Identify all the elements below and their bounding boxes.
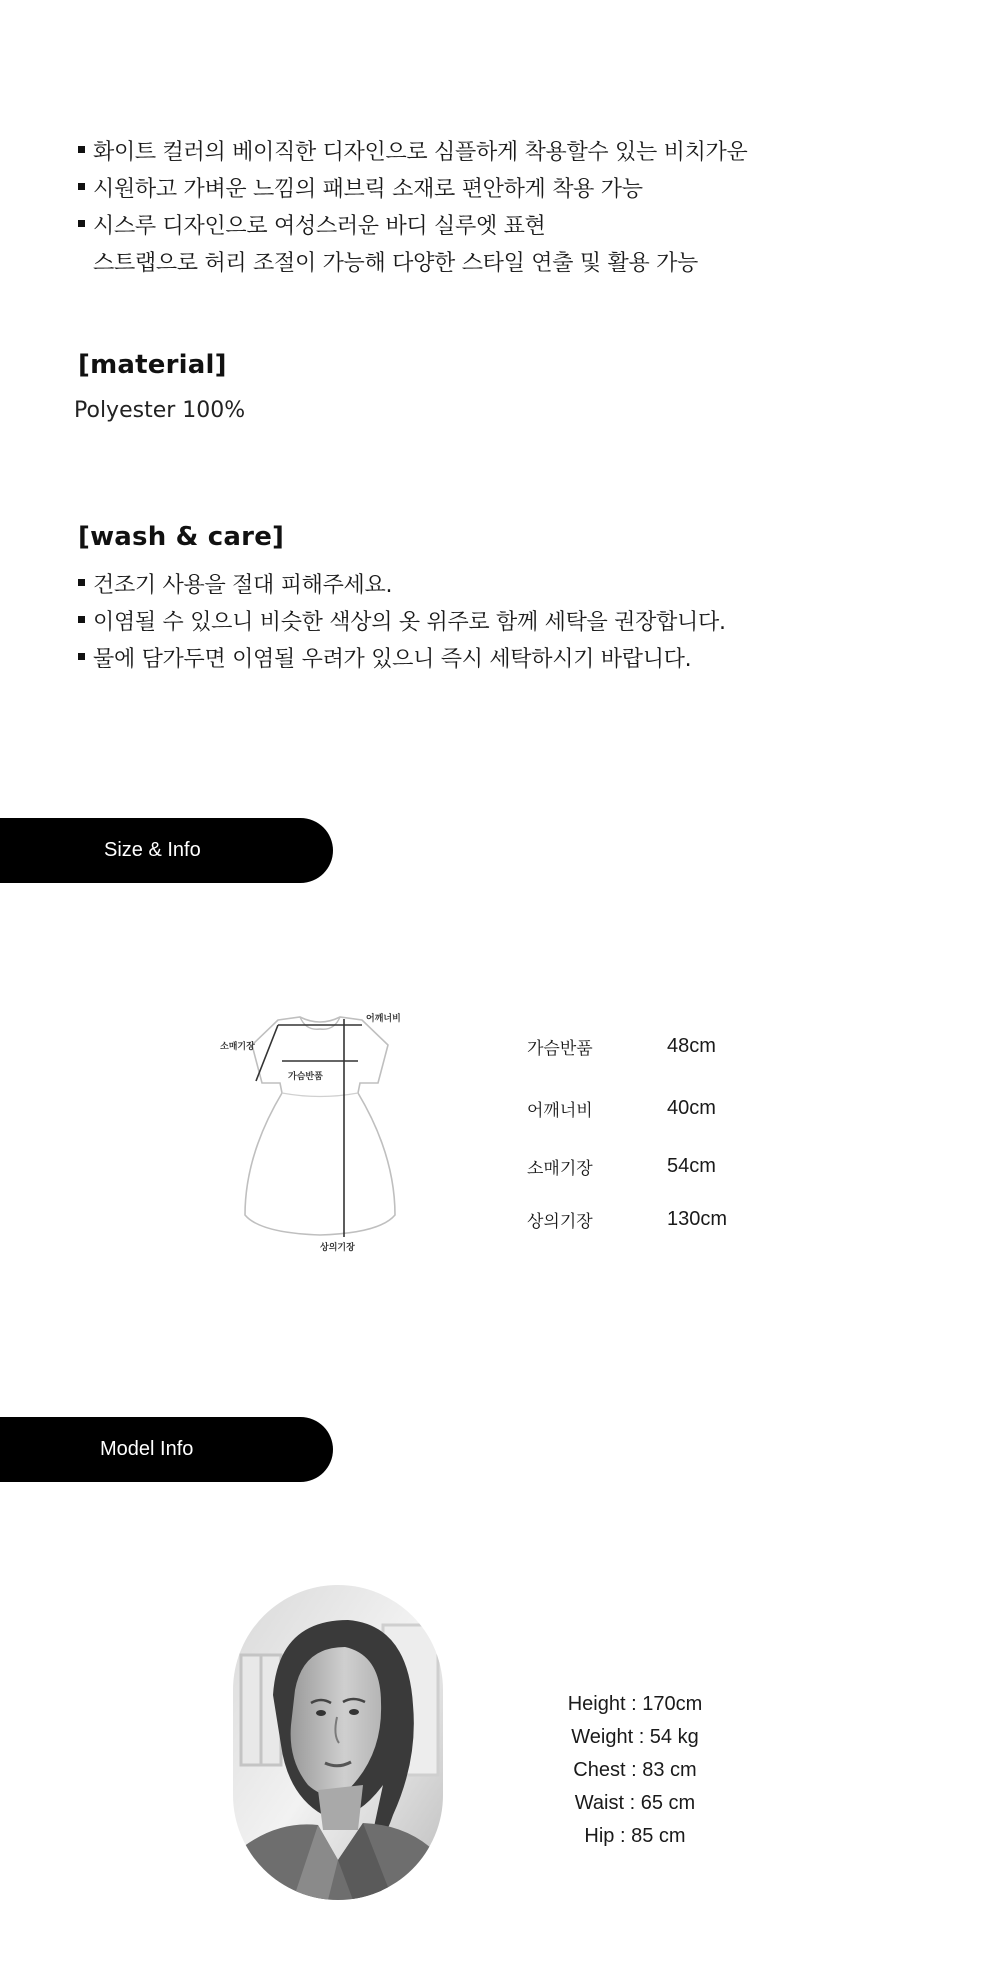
- wash-care-item: 물에 담가두면 이염될 우려가 있으니 즉시 세탁하시기 바랍니다.: [78, 641, 726, 678]
- model-info-title: Model Info: [100, 1438, 194, 1460]
- description-continuation: 스트랩으로 허리 조절이 가능해 다양한 스타일 연출 및 활용 가능: [93, 251, 698, 276]
- bullet-icon: [78, 146, 85, 153]
- model-hip: Hip : 85 cm: [584, 1825, 686, 1847]
- bullet-icon: [78, 220, 85, 227]
- bullet-icon: [78, 183, 85, 190]
- diagram-label-chest: 가슴반품: [288, 1072, 323, 1082]
- size-row: 어깨너비 40cm: [527, 1096, 716, 1121]
- size-table: [527, 1030, 727, 1235]
- model-photo: [233, 1585, 443, 1900]
- diagram-label-shoulder: 어깨너비: [366, 1014, 401, 1024]
- bullet-icon: [78, 616, 85, 623]
- size-row: 가슴반품 48cm: [527, 1034, 716, 1059]
- description-item: 시원하고 가벼운 느낌의 패브릭 소재로 편안하게 착용 가능: [78, 171, 747, 208]
- model-chest: Chest : 83 cm: [573, 1759, 697, 1781]
- size-row: 상의기장 130cm: [527, 1207, 728, 1232]
- size-info-title: Size & Info: [104, 839, 201, 861]
- wash-care-item: 이염될 수 있으니 비슷한 색상의 옷 위주로 함께 세탁을 권장합니다.: [78, 604, 726, 641]
- model-waist: Waist : 65 cm: [574, 1792, 696, 1814]
- description-item: 시스루 디자인으로 여성스러운 바디 실루엣 표현: [78, 208, 747, 245]
- model-weight: Weight : 54 kg: [571, 1726, 699, 1748]
- description-list: [78, 134, 747, 282]
- model-stats: [520, 1688, 750, 1853]
- material-heading: [material]: [78, 350, 227, 380]
- bullet-icon: [78, 579, 85, 586]
- diagram-label-sleeve: 소매기장: [220, 1042, 255, 1052]
- wash-care-item: 건조기 사용을 절대 피해주세요.: [78, 567, 726, 604]
- description-item: 화이트 컬러의 베이직한 디자인으로 심플하게 착용할수 있는 비치가운: [78, 134, 747, 171]
- material-value: Polyester 100%: [74, 398, 246, 423]
- model-info-header: [0, 1417, 333, 1482]
- wash-care-list: [78, 567, 726, 678]
- size-row: 소매기장 54cm: [527, 1154, 716, 1179]
- garment-diagram: [210, 1005, 430, 1255]
- model-height: Height : 170cm: [567, 1693, 703, 1715]
- wash-care-heading: [wash & care]: [78, 522, 285, 552]
- bullet-icon: [78, 653, 85, 660]
- diagram-label-length: 상의기장: [320, 1243, 355, 1253]
- size-info-header: [0, 818, 333, 883]
